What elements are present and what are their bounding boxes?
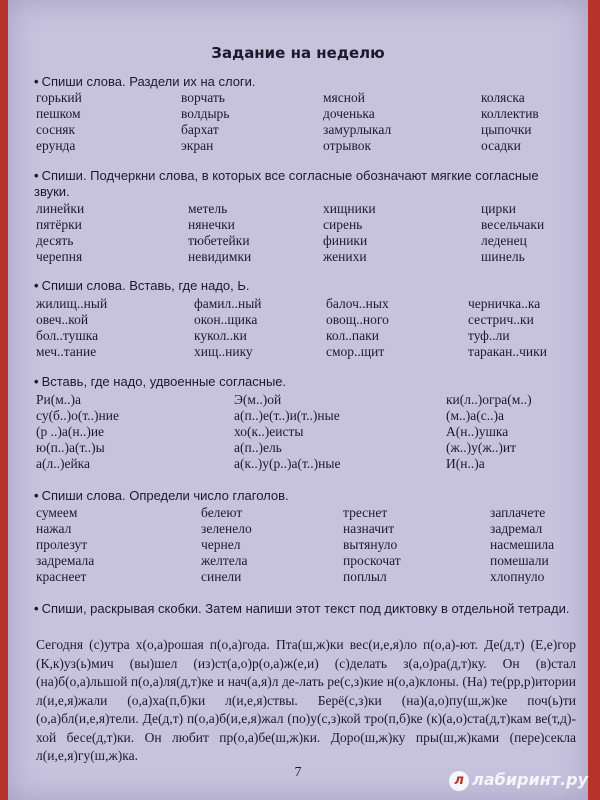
- word-cell: помешали: [490, 553, 549, 568]
- word-row: [36, 424, 576, 440]
- task-6-dictation-text: Сегодня (с)утра х(о,а)рошая п(о,а)года. Пта(ш,ж)ки вес(и,е,я)ло п(о,а)-ют. Де(д,т) (Е,е)гор (К,к)уз(ь)мич (вы)шел (из)ст(а,о)р(о,а)ж(е,и) (с)делать з(а,о)ра(д,т)ку. Он (в)стал (на)б(о,а)льшой п(о,а)ля(д,т)ке и нач(а,я)л де-лать ре(с,з)кие н(о,а)клоны. (На) те(рр,р)итории л(и,е,я)жали (о,а)ха(п,б)ки л(и,е,я)ствы. Берё(с,з)ки (на)(а,о)пу(ш,ж)ке поч(ь)ти (о,а)бл(и,е,я)тели. Де(д,т) п(о,а)б(и,е,я)жал (по)у(с,з)кой тро(п,б)ке (к)(а,о)ста(д,т)кам ве(т,д)-хой бесе(д,т)ки. Он любит пр(о,а)бе(ш,ж)ки. Доро(ш,ж)ку пры(ш,ж)ками (пере)секла л(и,е,я)гу(ш,ж)ка.: [36, 637, 576, 763]
- word-cell: метель: [188, 201, 228, 216]
- word-row: [36, 456, 576, 472]
- word-cell: ерунда: [36, 138, 76, 153]
- word-cell: хищники: [323, 201, 376, 216]
- word-cell: желтела: [201, 553, 248, 568]
- watermark: [449, 770, 588, 791]
- word-cell: волдырь: [181, 106, 230, 121]
- word-cell: весельчаки: [481, 217, 545, 232]
- word-cell: бол..тушка: [36, 328, 99, 343]
- word-cell: И(н..)а: [446, 456, 485, 471]
- word-cell: финики: [323, 233, 368, 248]
- task-text: Спиши слова. Определи число глаголов.: [41, 488, 289, 503]
- word-cell: женихи: [323, 249, 367, 264]
- task-text: Спиши. Подчеркни слова, в которых все согласные обозначают мягкие согласные звуки.: [34, 168, 539, 199]
- word-cell: вытянуло: [343, 537, 398, 552]
- word-cell: а(к..)у(р..)а(т..)ные: [234, 456, 341, 471]
- word-row: [36, 408, 576, 424]
- word-cell: пролезут: [36, 537, 88, 552]
- word-row: [36, 296, 576, 312]
- word-row: [36, 569, 576, 585]
- word-row: [36, 249, 576, 265]
- word-row: [36, 312, 576, 328]
- word-cell: тюбетейки: [188, 233, 250, 248]
- word-row: [36, 392, 576, 408]
- word-cell: нянечки: [188, 217, 235, 232]
- word-row: [36, 537, 576, 553]
- word-cell: горький: [36, 90, 82, 105]
- word-row: [36, 344, 576, 360]
- word-cell: заплачете: [490, 505, 546, 520]
- task-1-instruction: • Спиши слова. Раздели их на слоги.: [34, 74, 256, 89]
- task-5-instruction: • Спиши слова. Определи число глаголов.: [34, 488, 289, 503]
- workbook-page: [8, 0, 588, 800]
- task-3-instruction: • Спиши слова. Вставь, где надо, Ь.: [34, 278, 250, 293]
- word-cell: (р ..)а(н..)ие: [36, 424, 105, 439]
- word-cell: А(н..)ушка: [446, 424, 509, 439]
- word-cell: су(б..)о(т..)ние: [36, 408, 119, 423]
- word-cell: черничка..ка: [468, 296, 541, 311]
- word-cell: линейки: [36, 201, 85, 216]
- word-cell: задремал: [490, 521, 543, 536]
- word-cell: меч..тание: [36, 344, 97, 359]
- word-cell: чернел: [201, 537, 241, 552]
- word-cell: фамил..ный: [194, 296, 262, 311]
- word-cell: цыпочки: [481, 122, 532, 137]
- word-row: [36, 90, 576, 106]
- word-cell: отрывок: [323, 138, 372, 153]
- word-cell: пешком: [36, 106, 81, 121]
- word-cell: коллектив: [481, 106, 539, 121]
- word-cell: (ж..)у(ж..)ит: [446, 440, 517, 455]
- word-cell: ю(п..)а(т..)ы: [36, 440, 105, 455]
- word-cell: кол..паки: [326, 328, 379, 343]
- word-cell: нажал: [36, 521, 72, 536]
- task-text: Вставь, где надо, удвоенные согласные.: [41, 374, 287, 389]
- word-cell: балоч..ных: [326, 296, 389, 311]
- word-cell: овощ..ного: [326, 312, 389, 327]
- word-cell: задремала: [36, 553, 95, 568]
- word-cell: ки(л..)огра(м..): [446, 392, 532, 407]
- word-row: [36, 553, 576, 569]
- word-cell: белеют: [201, 505, 243, 520]
- word-row: [36, 217, 576, 233]
- word-row: [36, 106, 576, 122]
- watermark-text: лабиринт.ру: [472, 770, 588, 789]
- task-text: Спиши слова. Вставь, где надо, Ь.: [41, 278, 250, 293]
- word-cell: ворчать: [181, 90, 225, 105]
- word-cell: бархат: [181, 122, 219, 137]
- word-row: [36, 521, 576, 537]
- word-cell: осадки: [481, 138, 521, 153]
- word-cell: назначит: [343, 521, 395, 536]
- word-cell: а(п..)е(т..)и(т..)ные: [234, 408, 340, 423]
- word-cell: замурлыкал: [323, 122, 392, 137]
- task-4-instruction: • Вставь, где надо, удвоенные согласные.: [34, 374, 287, 389]
- word-cell: а(п..)ель: [234, 440, 282, 455]
- word-cell: насмешила: [490, 537, 555, 552]
- word-cell: экран: [181, 138, 214, 153]
- page-number: 7: [294, 765, 302, 780]
- word-cell: синели: [201, 569, 242, 584]
- word-cell: цирки: [481, 201, 516, 216]
- task-5-word-grid: [36, 505, 576, 585]
- word-cell: (м..)а(с..)а: [446, 408, 505, 423]
- task-6-instruction: • Спиши, раскрывая скобки. Затем напиши этот текст под диктовку в отдельной тетради.: [34, 601, 570, 616]
- word-cell: смор..щит: [326, 344, 385, 359]
- word-cell: Э(м..)ой: [234, 392, 282, 407]
- word-cell: краснеет: [36, 569, 87, 584]
- word-cell: окон..щика: [194, 312, 258, 327]
- word-cell: туф..ли: [468, 328, 510, 343]
- word-cell: невидимки: [188, 249, 252, 264]
- word-cell: таракан..чики: [468, 344, 547, 359]
- word-cell: жилищ..ный: [36, 296, 108, 311]
- word-cell: а(л..)ейка: [36, 456, 91, 471]
- word-cell: черепня: [36, 249, 83, 264]
- word-row: [36, 328, 576, 344]
- word-cell: овеч..кой: [36, 312, 89, 327]
- task-1-word-grid: [36, 90, 576, 154]
- word-row: [36, 201, 576, 217]
- word-cell: сумеем: [36, 505, 78, 520]
- word-row: [36, 122, 576, 138]
- word-row: [36, 233, 576, 249]
- word-cell: хищ..нику: [194, 344, 253, 359]
- word-row: [36, 138, 576, 154]
- task-3-word-grid: [36, 296, 576, 360]
- task-2-word-grid: [36, 201, 576, 265]
- word-cell: кукол..ки: [194, 328, 247, 343]
- page-title: Задание на неделю: [211, 44, 385, 62]
- word-cell: леденец: [481, 233, 527, 248]
- word-cell: коляска: [481, 90, 525, 105]
- word-cell: пятёрки: [36, 217, 82, 232]
- word-cell: поплыл: [343, 569, 387, 584]
- word-row: [36, 440, 576, 456]
- word-cell: хлопнуло: [490, 569, 545, 584]
- word-cell: сосняк: [36, 122, 76, 137]
- task-4-word-grid: [36, 392, 576, 472]
- word-cell: шинель: [481, 249, 525, 264]
- word-cell: сирень: [323, 217, 363, 232]
- word-cell: треснет: [343, 505, 388, 520]
- word-row: [36, 505, 576, 521]
- word-cell: доченька: [323, 106, 375, 121]
- labirint-logo-icon: л: [449, 771, 469, 791]
- word-cell: хо(к..)еисты: [234, 424, 304, 439]
- word-cell: зеленело: [201, 521, 252, 536]
- word-cell: проскочат: [343, 553, 401, 568]
- task-text: Спиши слова. Раздели их на слоги.: [41, 74, 256, 89]
- word-cell: десять: [36, 233, 74, 248]
- task-2-instruction: • Спиши. Подчеркни слова, в которых все согласные обозначают мягкие согласные звуки.: [34, 168, 539, 199]
- task-text: Спиши, раскрывая скобки. Затем напиши этот текст под диктовку в отдельной тетради.: [41, 601, 570, 616]
- word-cell: Ри(м..)а: [36, 392, 82, 407]
- word-cell: мясной: [323, 90, 365, 105]
- word-cell: сестрич..ки: [468, 312, 534, 327]
